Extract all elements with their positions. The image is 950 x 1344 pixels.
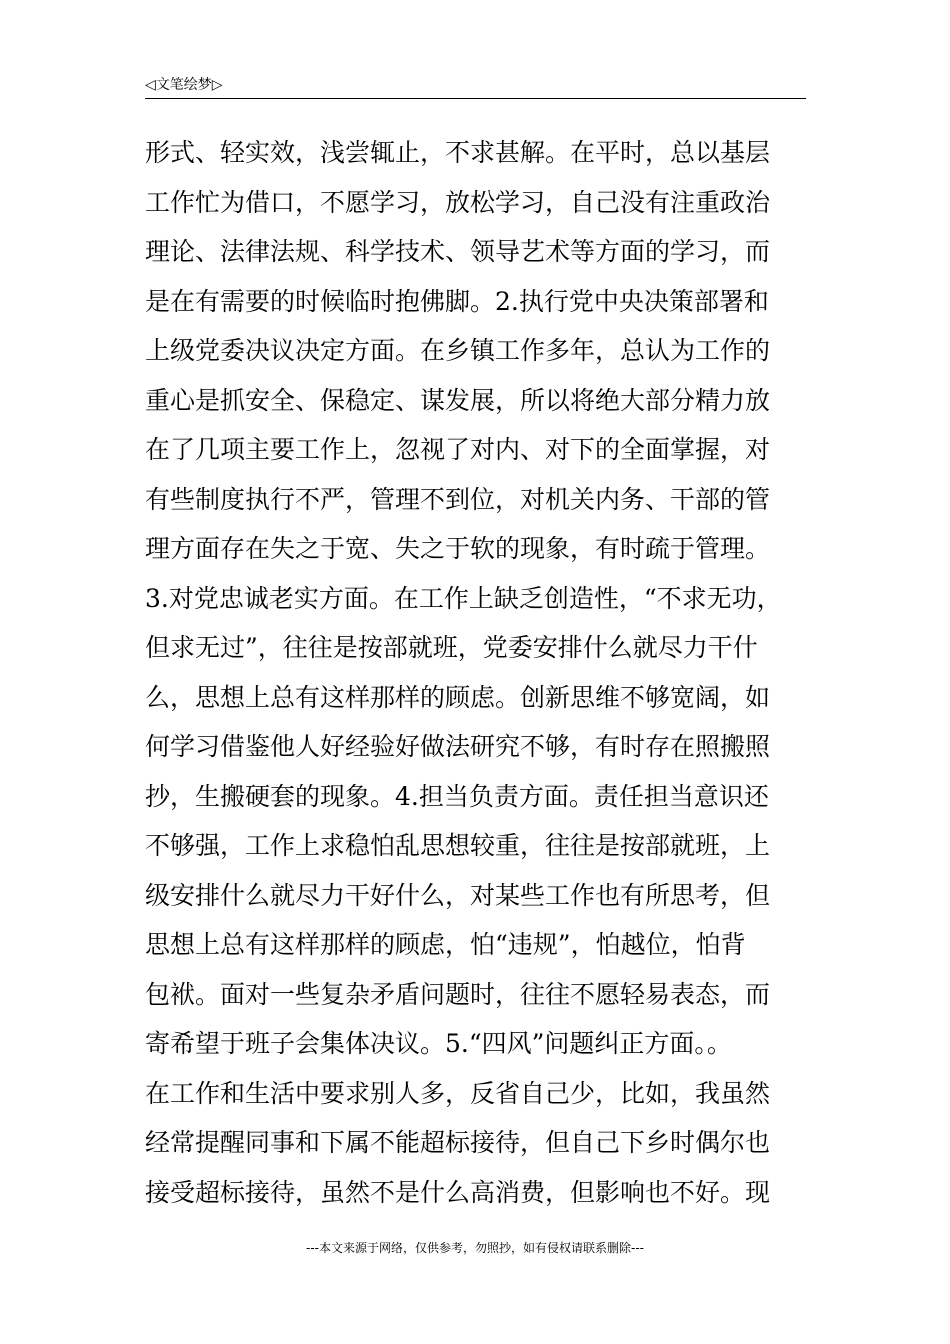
text-line: 在工作和生活中要求别人多，反省自己少，比如，我虽然 xyxy=(145,1078,771,1108)
page-header xyxy=(145,74,806,99)
text-line: 接受超标接待，虽然不是什么高消费，但影响也不好。现 xyxy=(145,1177,771,1207)
text-line: 有些制度执行不严，管理不到位，对机关内务、干部的管 xyxy=(145,484,771,514)
text-line: 是在有需要的时候临时抱佛脚。2.执行党中央决策部署和 xyxy=(145,286,769,316)
text-line: 么，思想上总有这样那样的顾虑。创新思维不够宽阔，如 xyxy=(145,682,771,712)
text-line: 抄，生搬硬套的现象。4.担当负责方面。责任担当意识还 xyxy=(145,781,769,811)
text-line: 形式、轻实效，浅尝辄止，不求甚解。在平时，总以基层 xyxy=(145,138,771,167)
text-line: 何学习借鉴他人好经验好做法研究不够，有时存在照搬照 xyxy=(145,732,771,761)
text-line: 工作忙为借口，不愿学习，放松学习，自己没有注重政治 xyxy=(145,187,771,217)
text-line: 3.对党忠诚老实方面。在工作上缺乏创造性，“不求无功， xyxy=(145,583,782,613)
text-line: 不够强，工作上求稳怕乱思想较重，往往是按部就班，上 xyxy=(145,831,771,860)
text-line: 寄希望于班子会集体决议。5.“四风”问题纠正方面。。 xyxy=(145,1029,732,1058)
text-line: 重心是抓安全、保稳定、谋发展，所以将绝大部分精力放 xyxy=(145,385,771,415)
text-line: 理论、法律法规、科学技术、领导艺术等方面的学习，而 xyxy=(145,237,771,266)
text-line: 在了几项主要工作上，忽视了对内、对下的全面掌握，对 xyxy=(145,435,771,464)
text-line: 级安排什么就尽力干好什么，对某些工作也有所思考，但 xyxy=(145,880,771,910)
page-footer-notice: ---本文来源于网络，仅供参考，勿照抄，如有侵权请联系删除--- xyxy=(306,1241,644,1255)
text-line: 经常提醒同事和下属不能超标接待，但自己下乡时偶尔也 xyxy=(145,1128,771,1157)
text-line: 理方面存在失之于宽、失之于软的现象，有时疏于管理。 xyxy=(145,534,771,563)
header-title: ◁文笔绘梦▷ xyxy=(145,77,223,93)
text-line: 上级党委决议决定方面。在乡镇工作多年，总认为工作的 xyxy=(145,336,771,365)
text-line: 思想上总有这样那样的顾虑，怕“违规”，怕越位，怕背 xyxy=(145,930,746,959)
text-line: 但求无过”，往往是按部就班，党委安排什么就尽力干什 xyxy=(145,633,758,662)
document-body xyxy=(145,128,825,1217)
text-line: 包袱。面对一些复杂矛盾问题时，往往不愿轻易表态，而 xyxy=(145,979,771,1009)
